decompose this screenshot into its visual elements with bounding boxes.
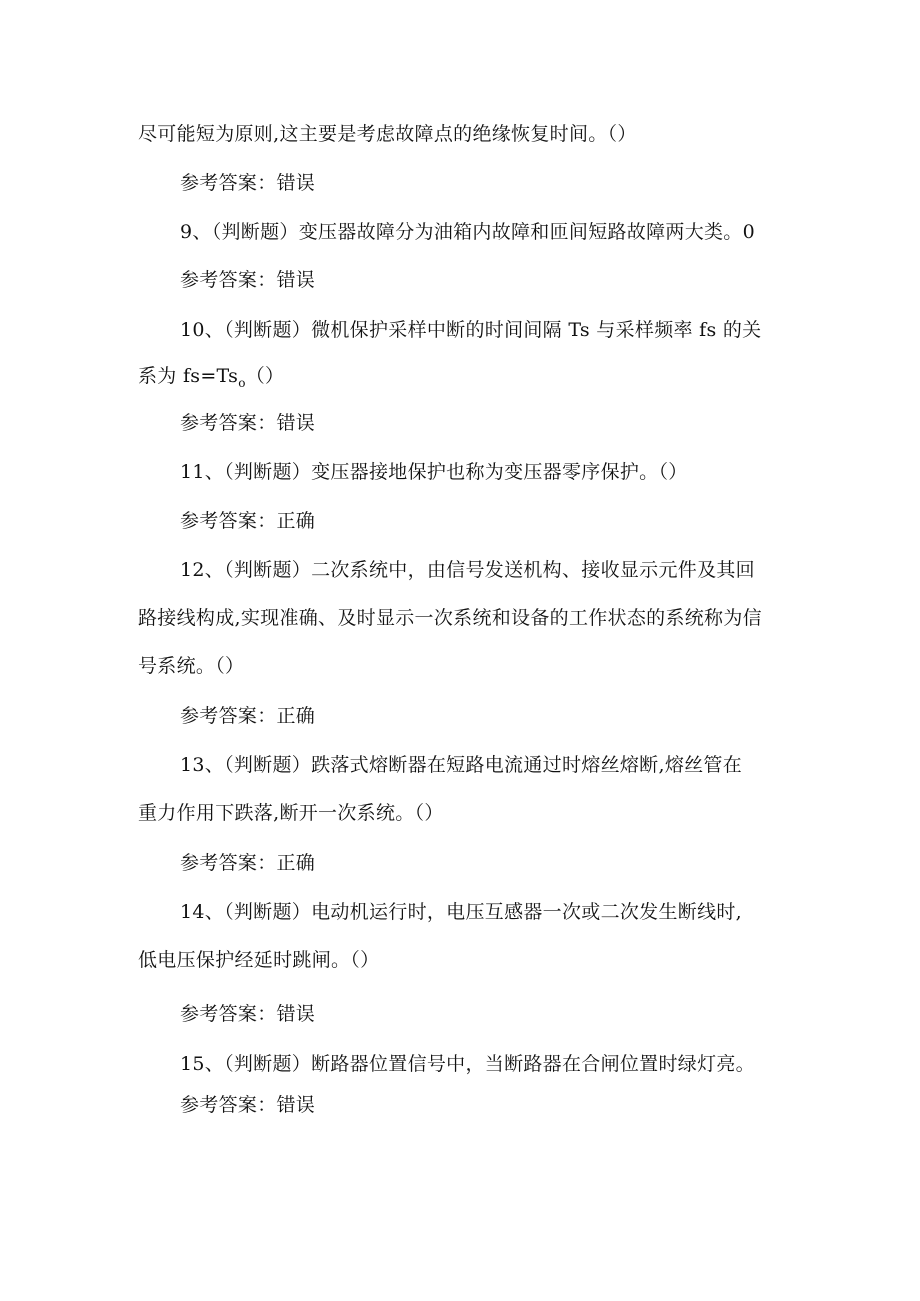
question-8-text-cont: 尽可能短为原则,这主要是考虑故障点的绝缘恢复时间。（）	[138, 123, 637, 145]
answer-9: 参考答案：错误	[180, 269, 316, 291]
answer-8: 参考答案：错误	[180, 172, 316, 194]
question-11: 11、（判断题）变压器接地保护也称为变压器零序保护。（）	[180, 461, 688, 483]
answer-15: 参考答案：错误	[180, 1094, 316, 1116]
answer-11: 参考答案：正确	[180, 510, 316, 532]
question-10-formula: 系为 fs=Ts	[138, 365, 239, 387]
question-12-cont-2: 号系统。（）	[138, 655, 245, 677]
question-10: 10、（判断题）微机保护采样中断的时间间隔 Ts 与采样频率 fs 的关	[180, 319, 762, 341]
answer-10: 参考答案：错误	[180, 412, 316, 434]
question-13: 13、（判断题）跌落式熔断器在短路电流通过时熔丝熔断,熔丝管在	[180, 754, 743, 776]
question-10-bracket: （）	[245, 365, 285, 387]
question-10-cont	[138, 364, 284, 395]
question-10-subscript: o	[238, 376, 246, 390]
question-14-cont: 低电压保护经延时跳闸。（）	[138, 949, 380, 971]
question-15: 15、（判断题）断路器位置信号中，当断路器在合闸位置时绿灯亮。	[180, 1053, 755, 1075]
answer-14: 参考答案：错误	[180, 1003, 316, 1025]
question-13-cont: 重力作用下跌落,断开一次系统。（）	[138, 802, 444, 824]
question-9: 9、（判断题）变压器故障分为油箱内故障和匝间短路故障两大类。0	[180, 221, 755, 243]
question-12-cont-1: 路接线构成,实现准确、及时显示一次系统和设备的工作状态的系统称为信	[138, 607, 762, 629]
answer-12: 参考答案：正确	[180, 705, 316, 727]
question-14: 14、（判断题）电动机运行时，电压互感器一次或二次发生断线时,	[180, 901, 743, 923]
answer-13: 参考答案：正确	[180, 852, 316, 874]
question-12: 12、（判断题）二次系统中，由信号发送机构、接收显示元件及其回	[180, 559, 755, 581]
